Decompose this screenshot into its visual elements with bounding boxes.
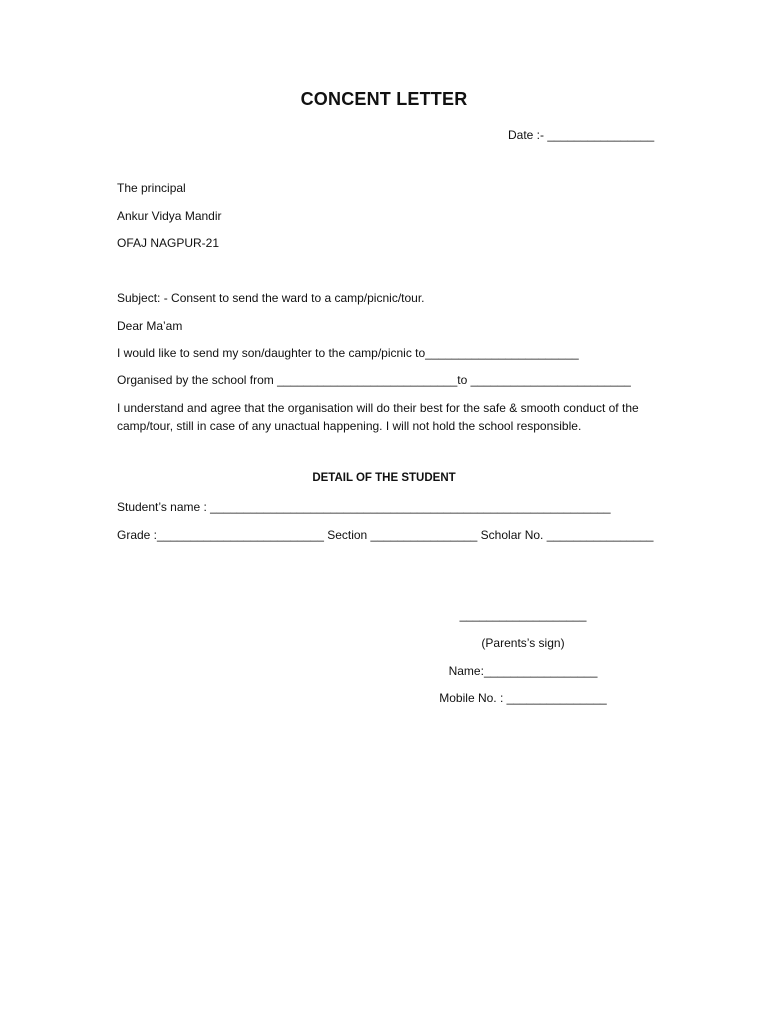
mobile-number-line: Mobile No. : _______________ <box>439 691 607 705</box>
recipient-line-1: The principal <box>117 181 186 195</box>
grade-section-scholar-line: Grade :_________________________ Section ________________ Scholar No. ________________ <box>117 528 654 542</box>
body-paragraph: I understand and agree that the organisation will do their best for the safe & smooth conduct of the camp/tour, still in case of any unactual happening. I will not hold the school responsible. <box>117 401 639 433</box>
recipient-line-3: OFAJ NAGPUR-21 <box>117 236 220 250</box>
student-details-heading: DETAIL OF THE STUDENT <box>312 472 456 484</box>
signature-label: (Parents’s sign) <box>481 636 565 650</box>
recipient-line-2: Ankur Vidya Mandir <box>117 209 222 223</box>
student-name-line: Student’s name : ____________________________________________________________ <box>117 500 611 514</box>
page-title: CONCENT LETTER <box>300 89 468 109</box>
salutation: Dear Ma’am <box>117 319 183 333</box>
parent-name-line: Name:_________________ <box>448 664 598 678</box>
signature-line: ___________________ <box>459 608 587 622</box>
date-line: Date :- ________________ <box>508 128 655 142</box>
subject-line: Subject: - Consent to send the ward to a camp/picnic/tour. <box>117 291 425 305</box>
body-line-dates: Organised by the school from ___________________________to ________________________ <box>117 373 631 387</box>
body-line-destination: I would like to send my son/daughter to the camp/picnic to_______________________ <box>117 346 579 360</box>
